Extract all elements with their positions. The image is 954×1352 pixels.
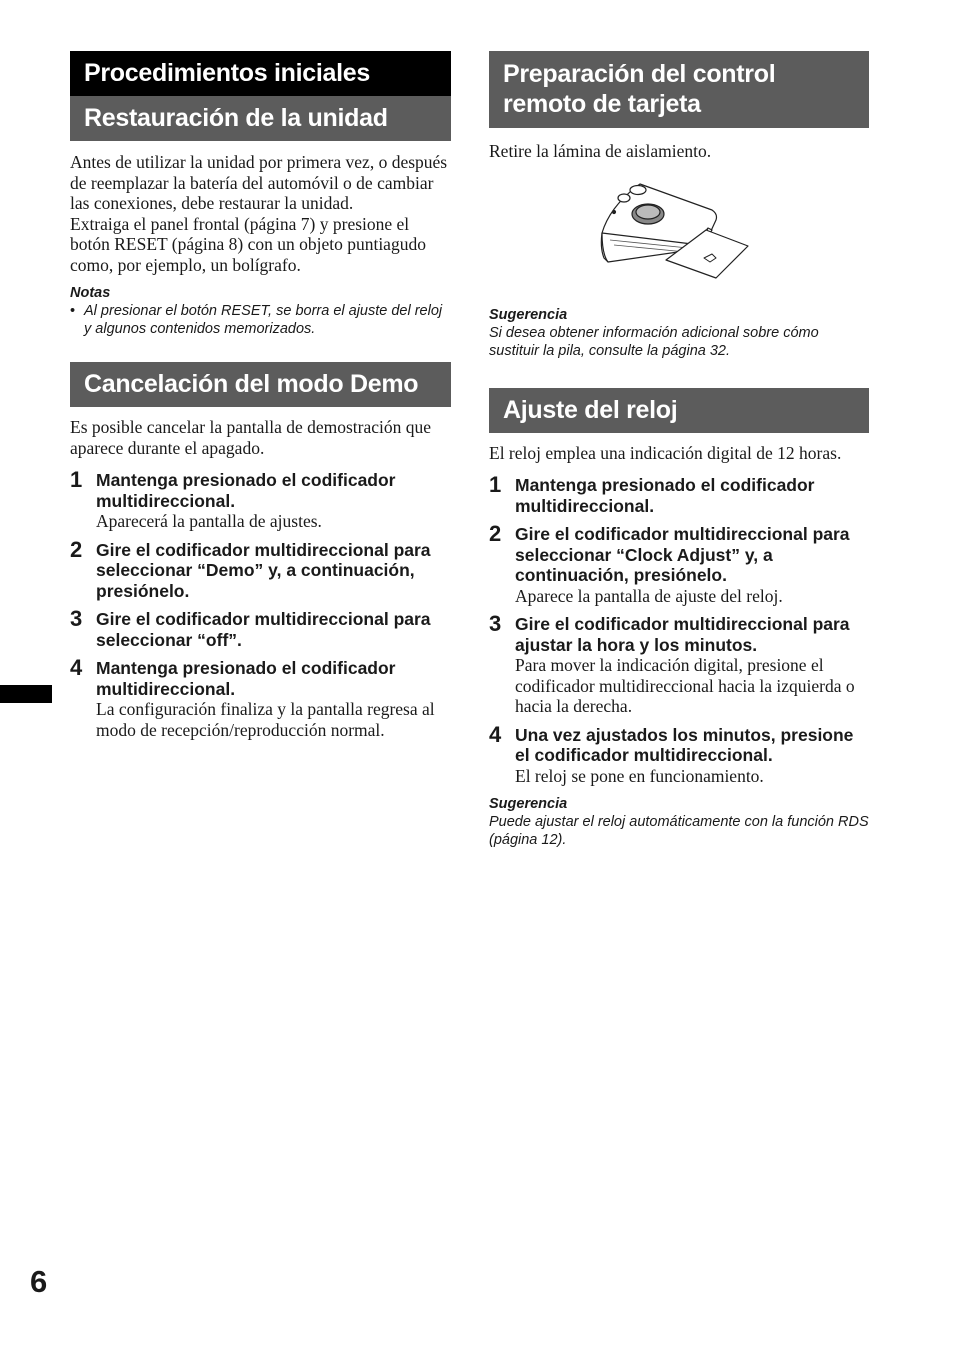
step-description: Aparecerá la pantalla de ajustes. <box>96 511 322 531</box>
step-title: Mantenga presionado el codificador multidireccional. <box>96 658 396 699</box>
right-column <box>489 51 869 849</box>
reset-paragraph-1: Antes de utilizar la unidad por primera vez, o después de reemplazar la batería del automóvil o de cambiar las conexiones, debe restaurar la unidad. <box>70 152 448 213</box>
step-title: Gire el codificador multidireccional para ajustar la hora y los minutos. <box>515 614 850 655</box>
step-number: 2 <box>70 536 83 562</box>
step-description: La configuración finaliza y la pantalla regresa al modo de recepción/reproducción normal. <box>96 699 435 740</box>
clock-step-3 <box>489 611 869 717</box>
clock-intro: El reloj emplea una indicación digital de 12 horas. <box>489 442 842 463</box>
note-item <box>70 302 451 338</box>
clock-step-2 <box>489 521 869 606</box>
clock-heading: Ajuste del reloj <box>489 388 869 433</box>
step-title: Gire el codificador multidireccional para seleccionar “Clock Adjust” y, a continuación, presiónelo. <box>515 524 850 585</box>
clock-step-4 <box>489 721 869 787</box>
step-number: 1 <box>489 472 502 497</box>
clock-tip-text: Puede ajustar el reloj automáticamente con la función RDS (página 12). <box>489 814 869 848</box>
demo-intro: Es posible cancelar la pantalla de demostración que aparece durante el apagado. <box>70 417 432 458</box>
remote-intro: Retire la lámina de aislamiento. <box>489 141 712 161</box>
step-title: Gire el codificador multidireccional para seleccionar “Demo” y, a continuación, presiónelo. <box>96 539 431 601</box>
demo-heading: Cancelación del modo Demo <box>70 362 451 407</box>
page-number: 6 <box>30 1264 48 1299</box>
step-description: El reloj se pone en funcionamiento. <box>515 765 764 786</box>
section-title: Procedimientos iniciales <box>70 51 451 96</box>
remote-tip-text: Si desea obtener información adicional sobre cómo sustituir la pila, consulte la página 32. <box>489 324 819 359</box>
section-tab-marker <box>0 685 52 703</box>
step-title: Mantenga presionado el codificador multidireccional. <box>515 475 815 516</box>
reset-heading: Restauración de la unidad <box>70 96 451 141</box>
step-number: 2 <box>489 521 502 546</box>
step-number: 4 <box>70 655 83 680</box>
step-number: 3 <box>70 606 83 631</box>
step-description: Aparece la pantalla de ajuste del reloj. <box>515 585 783 606</box>
step-title: Una vez ajustados los minutos, presione el codificador multidireccional. <box>515 724 854 765</box>
bullet-icon: • <box>70 303 76 319</box>
step-title: Mantenga presionado el codificador multidireccional. <box>96 470 396 511</box>
demo-step-2 <box>70 536 451 602</box>
card-remote-icon <box>600 178 750 282</box>
step-number: 3 <box>489 611 502 636</box>
note-text: Al presionar el botón RESET, se borra el ajuste del reloj y algunos contenidos memorizados. <box>84 303 443 337</box>
clock-tip-title: Sugerencia <box>489 796 568 812</box>
remote-tip-title: Sugerencia <box>489 306 568 323</box>
notes-title: Notas <box>70 285 111 301</box>
remote-heading: Preparación del control remoto de tarjeta <box>489 51 869 128</box>
step-title: Gire el codificador multidireccional para seleccionar “off”. <box>96 609 431 650</box>
step-number: 1 <box>70 467 83 492</box>
clock-step-1 <box>489 472 869 516</box>
demo-step-4 <box>70 655 451 740</box>
left-column <box>70 51 451 740</box>
demo-step-3 <box>70 606 451 650</box>
step-number: 4 <box>489 721 502 747</box>
reset-paragraph-2: Extraiga el panel frontal (página 7) y presione el botón RESET (página 8) con un objeto puntiagudo como, por ejemplo, un bolígrafo. <box>70 213 426 275</box>
demo-step-1 <box>70 467 451 532</box>
card-remote-illustration <box>600 178 750 287</box>
step-description: Para mover la indicación digital, presione el codificador multidireccional hacia la izquierda o hacia la derecha. <box>515 655 855 716</box>
